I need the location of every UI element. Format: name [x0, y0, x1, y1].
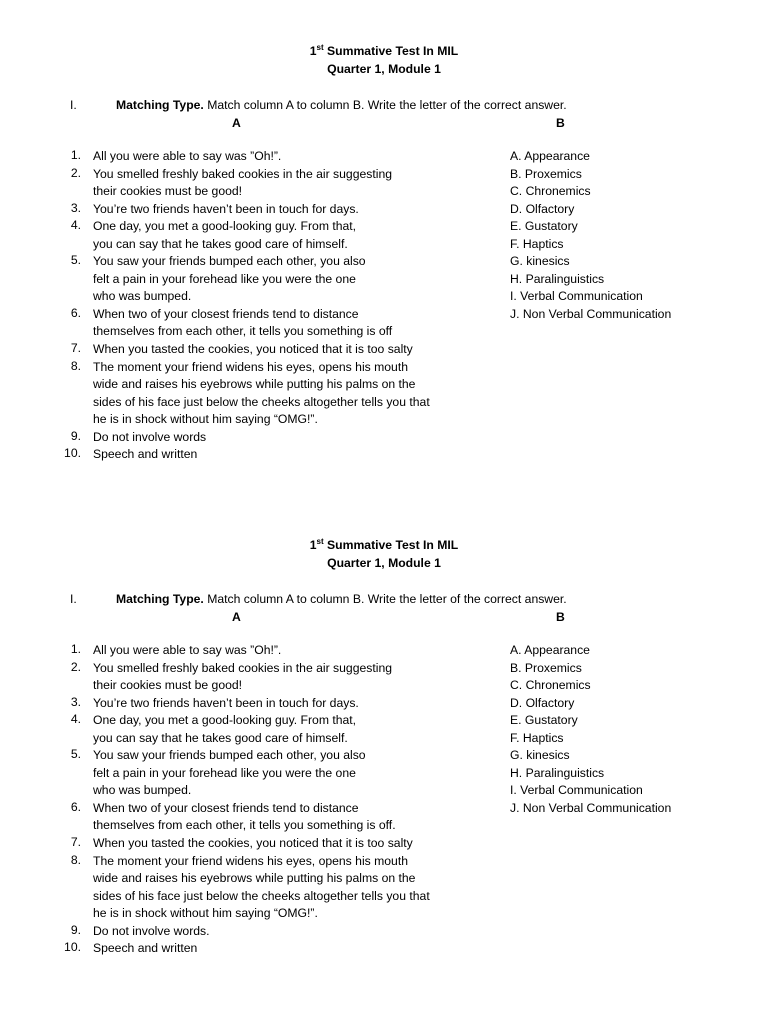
question-item	[66, 166, 466, 201]
question-text-line: who was bumped.	[93, 783, 192, 798]
question-number: 8.	[70, 358, 81, 373]
question-text-line: When you tasted the cookies, you noticed that it is too salty	[93, 342, 413, 357]
question-text-line: You saw your friends bumped each other, you also	[93, 254, 366, 269]
question-text-line: When two of your closest friends tend to distance	[93, 306, 359, 321]
column-a-heading: A	[232, 610, 241, 624]
question-text-line: All you were able to say was ”Oh!”.	[93, 643, 282, 657]
question-number: 3.	[70, 200, 81, 215]
question-item	[66, 712, 466, 747]
question-item	[66, 201, 466, 219]
instruction-body: Match column A to column B. Write the letter of the correct answer.	[203, 98, 567, 112]
question-text-line: he is in shock without him saying “OMG!”.	[93, 412, 318, 427]
question-number: 7.	[70, 341, 81, 356]
question-text-line: You smelled freshly baked cookies in the air suggesting	[93, 660, 392, 675]
question-number: 1.	[70, 148, 81, 162]
question-number: 2.	[70, 165, 81, 180]
column-a-list	[66, 642, 466, 958]
column-b-heading: B	[556, 610, 565, 624]
question-number: 3.	[70, 694, 81, 709]
question-number: 8.	[70, 852, 81, 867]
question-number: 5.	[70, 253, 81, 268]
question-item	[66, 923, 466, 941]
test-subtitle: Quarter 1, Module 1	[327, 556, 441, 570]
question-item	[66, 940, 466, 958]
answer-option: H. Paralinguistics	[510, 765, 605, 780]
question-text-line: Speech and written	[93, 941, 198, 956]
answer-option: I. Verbal Communication	[510, 783, 643, 798]
question-item	[66, 695, 466, 713]
question-item	[66, 835, 466, 853]
question-text-line: You’re two friends haven’t been in touch for days.	[93, 201, 359, 216]
question-text-line: Speech and written	[93, 447, 198, 462]
test-title	[0, 42, 768, 60]
answer-option: J. Non Verbal Communication	[510, 800, 672, 815]
answer-option: B. Proxemics	[510, 660, 582, 675]
column-b-heading: B	[556, 116, 565, 130]
question-text-line: One day, you met a good-looking guy. From that,	[93, 713, 357, 728]
answer-option: D. Olfactory	[510, 695, 575, 710]
question-item	[66, 747, 466, 800]
instruction-text	[116, 96, 567, 114]
answer-option: G. kinesics	[510, 748, 570, 763]
question-text-line: sides of his face just below the cheeks altogether tells you that	[93, 394, 430, 409]
question-text-line: Do not involve words.	[93, 923, 210, 938]
answer-option: F. Haptics	[510, 730, 564, 745]
question-item	[66, 853, 466, 923]
question-number: 4.	[70, 712, 81, 727]
question-item	[66, 446, 466, 464]
column-a-list	[66, 148, 466, 464]
question-number: 7.	[70, 835, 81, 850]
question-text-line: The moment your friend widens his eyes, opens his mouth	[93, 359, 409, 374]
question-text-line: One day, you met a good-looking guy. From that,	[93, 219, 357, 234]
answer-option: A. Appearance	[510, 149, 590, 163]
test-title	[0, 536, 768, 554]
question-text-line: wide and raises his eyebrows while putting his palms on the	[93, 377, 416, 392]
question-text-line: felt a pain in your forehead like you were the one	[93, 271, 356, 286]
question-text-line: you can say that he takes good care of himself.	[93, 730, 348, 745]
answer-option: F. Haptics	[510, 236, 564, 251]
instruction-lead: Matching Type.	[116, 592, 204, 606]
question-number: 1.	[70, 642, 81, 656]
question-text-line: themselves from each other, it tells you something is off.	[93, 818, 396, 833]
instruction-text	[116, 590, 567, 608]
question-text-line: The moment your friend widens his eyes, opens his mouth	[93, 853, 409, 868]
column-a-heading: A	[232, 116, 241, 130]
title-ordinal-suffix: st	[316, 536, 324, 546]
section-numeral: I.	[70, 98, 77, 112]
question-text-line: All you were able to say was ”Oh!”.	[93, 149, 282, 163]
question-text-line: You’re two friends haven’t been in touch for days.	[93, 695, 359, 710]
question-item	[66, 306, 466, 341]
question-text-line: their cookies must be good!	[93, 678, 243, 693]
title-ordinal-suffix: st	[316, 42, 324, 52]
question-item	[66, 800, 466, 835]
question-number: 2.	[70, 659, 81, 674]
question-item	[66, 218, 466, 253]
question-text-line: When two of your closest friends tend to distance	[93, 800, 359, 815]
question-text-line: you can say that he takes good care of himself.	[93, 236, 348, 251]
question-item	[66, 660, 466, 695]
question-number: 9.	[70, 922, 81, 937]
question-text-line: Do not involve words	[93, 429, 207, 444]
answer-option: E. Gustatory	[510, 713, 578, 728]
column-b-list	[510, 642, 750, 817]
answer-option: A. Appearance	[510, 643, 590, 657]
question-item	[66, 359, 466, 429]
title-number: 1	[309, 538, 317, 552]
question-number: 6.	[70, 799, 81, 814]
answer-option: J. Non Verbal Communication	[510, 306, 672, 321]
answer-option: D. Olfactory	[510, 201, 575, 216]
answer-option: I. Verbal Communication	[510, 289, 643, 304]
question-text-line: who was bumped.	[93, 289, 192, 304]
question-text-line: You smelled freshly baked cookies in the air suggesting	[93, 166, 392, 181]
question-number: 6.	[70, 305, 81, 320]
title-number: 1	[309, 44, 317, 58]
answer-option: B. Proxemics	[510, 166, 582, 181]
test-copy	[0, 0, 768, 470]
question-item	[66, 253, 466, 306]
question-item	[66, 642, 466, 660]
question-number: 5.	[70, 747, 81, 762]
question-text-line: themselves from each other, it tells you something is off	[93, 324, 393, 339]
question-item	[66, 148, 466, 166]
test-subtitle: Quarter 1, Module 1	[327, 62, 441, 76]
question-number: 9.	[70, 428, 81, 443]
question-text-line: felt a pain in your forehead like you were the one	[93, 765, 356, 780]
question-number: 10.	[64, 446, 81, 461]
test-copy	[0, 494, 768, 964]
section-numeral: I.	[70, 592, 77, 606]
answer-option: G. kinesics	[510, 254, 570, 269]
question-text-line: their cookies must be good!	[93, 184, 243, 199]
title-text: Summative Test In MIL	[323, 538, 459, 552]
question-text-line: You saw your friends bumped each other, you also	[93, 748, 366, 763]
instruction-body: Match column A to column B. Write the letter of the correct answer.	[203, 592, 567, 606]
question-number: 10.	[64, 940, 81, 955]
question-text-line: wide and raises his eyebrows while putting his palms on the	[93, 871, 416, 886]
question-text-line: he is in shock without him saying “OMG!”.	[93, 906, 318, 921]
title-text: Summative Test In MIL	[323, 44, 459, 58]
answer-option: E. Gustatory	[510, 219, 578, 234]
question-item	[66, 341, 466, 359]
question-text-line: When you tasted the cookies, you noticed that it is too salty	[93, 836, 413, 851]
column-b-list	[510, 148, 750, 323]
answer-option: C. Chronemics	[510, 678, 591, 693]
question-item	[66, 429, 466, 447]
instruction-lead: Matching Type.	[116, 98, 204, 112]
question-number: 4.	[70, 218, 81, 233]
question-text-line: sides of his face just below the cheeks altogether tells you that	[93, 888, 430, 903]
answer-option: H. Paralinguistics	[510, 271, 605, 286]
answer-option: C. Chronemics	[510, 184, 591, 199]
